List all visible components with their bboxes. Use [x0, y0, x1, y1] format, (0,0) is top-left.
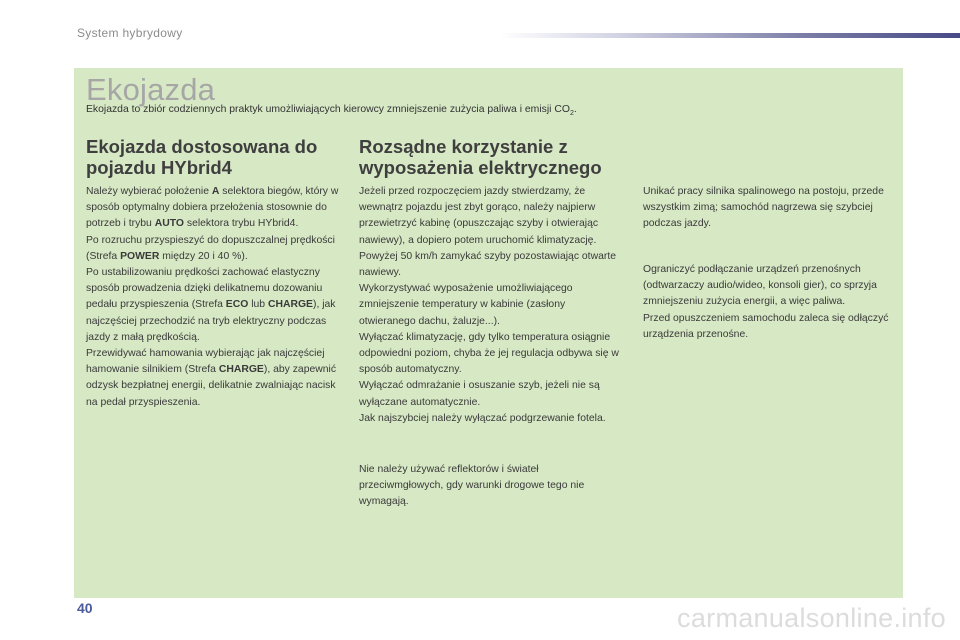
text-run: selektora trybu HYbrid4. — [183, 218, 299, 230]
text-run: między 20 i 40 %). — [159, 250, 248, 262]
col3-paragraph-2: Ograniczyć podłączanie urządzeń przenośnych (odtwarzaczy audio/wideo, konsoli gier), co sprzyja zmniejszeniu zużycia energii, a więc paliwa. — [643, 264, 877, 308]
col2-heading: Rozsądne korzystanie z wyposażenia elektrycznego — [359, 136, 602, 178]
text-run: selektora biegów, który w sposób optymalny dobiera przełożenia stosownie do potrzeb i trybu — [86, 186, 339, 230]
col2-paragraph-4: Wyłączać klimatyzację, gdy tylko temperatura osiągnie odpowiedni poziom, chyba że jej regulacja odbywa się w sposób automatyczny. — [359, 331, 619, 376]
text-run: Przewidywać hamowania wybierając jak najczęściej hamowanie silnikiem (Strefa — [86, 348, 325, 376]
page-title: Ekojazda — [86, 72, 216, 107]
col3-paragraph-1: Unikać pracy silnika spalinowego na postoju, przede wszystkim zimą; samochód nagrzewa się szybciej podczas jazdy. — [643, 186, 884, 230]
col2-paragraph-2: Powyżej 50 km/h zamykać szyby pozostawiając otwarte nawiewy. — [359, 250, 616, 279]
bold-run: ECO — [225, 299, 249, 311]
bold-run: AUTO — [154, 218, 184, 230]
section-title: System hybrydowy — [77, 26, 183, 40]
text-run: lub — [248, 299, 268, 311]
col1-body — [86, 184, 348, 411]
bold-run: A — [211, 186, 220, 197]
text-run: Po rozruchu przyspieszyć do dopuszczalnej prędkości (Strefa — [86, 234, 335, 262]
text-run: ), aby zapewnić odzysk bezpłatnej energii, delikatnie zwalniając nacisk na pedał przyspieszenia. — [86, 364, 337, 408]
intro-subscript: 2 — [569, 110, 574, 118]
text-run: Po ustabilizowaniu prędkości zachować elastyczny sposób prowadzenia dzięki delikatnemu dozowaniu pedału przyspieszenia (Strefa — [86, 267, 323, 311]
intro-main: Ekojazda to zbiór codziennych praktyk umożliwiających kierowcy zmniejszenie zużycia paliwa i emisji CO — [86, 104, 570, 115]
col1-heading: Ekojazda dostosowana do pojazdu HYbrid4 — [86, 136, 318, 178]
col2-paragraph-7: Nie należy używać reflektorów i świateł przeciwmgłowych, gdy warunki drogowe tego nie wymagają. — [359, 464, 585, 508]
watermark: carmanualsonline.info — [677, 603, 946, 633]
header-gradient-bar — [500, 33, 960, 38]
col2-paragraph-1: Jeżeli przed rozpoczęciem jazdy stwierdzamy, że wewnątrz pojazdu jest zbyt gorąco, należy najpierw przewietrzyć kabinę (opuszczając szyby i otwierając nawiewy), a dopiero potem uruchomić klimatyzację. — [359, 186, 599, 246]
col1-paragraph-4 — [86, 346, 348, 411]
col2-paragraph-6: Jak najszybciej należy wyłączać podgrzewanie fotela. — [359, 412, 606, 424]
col1-paragraph-3 — [86, 265, 348, 346]
intro-text — [86, 104, 886, 117]
bold-run: CHARGE — [218, 364, 264, 376]
col2-body — [359, 184, 624, 427]
col1-paragraph-2 — [86, 233, 348, 265]
text-run: Należy wybierać położenie — [86, 186, 212, 197]
intro-end: . — [573, 104, 577, 115]
text-run: ), jak najczęściej przechodzić na tryb elektryczny podczas jazdy z małą prędkością. — [86, 299, 336, 343]
col2-paragraph-3: Wykorzystywać wyposażenie umożliwiającego zmniejszenie temperatury w kabinie (zasłony otwieranego dachu, żaluzje...). — [359, 283, 573, 327]
col3-body — [643, 262, 905, 343]
page-number: 40 — [77, 600, 93, 616]
col1-paragraph-1 — [86, 184, 348, 233]
bold-run: CHARGE — [267, 299, 313, 311]
bold-run: POWER — [120, 250, 160, 262]
col3-paragraph-3: Przed opuszczeniem samochodu zaleca się odłączyć urządzenia przenośne. — [643, 312, 889, 340]
col2-paragraph-5: Wyłączać odmrażanie i osuszanie szyb, jeżeli nie są wyłączane automatycznie. — [359, 380, 600, 408]
